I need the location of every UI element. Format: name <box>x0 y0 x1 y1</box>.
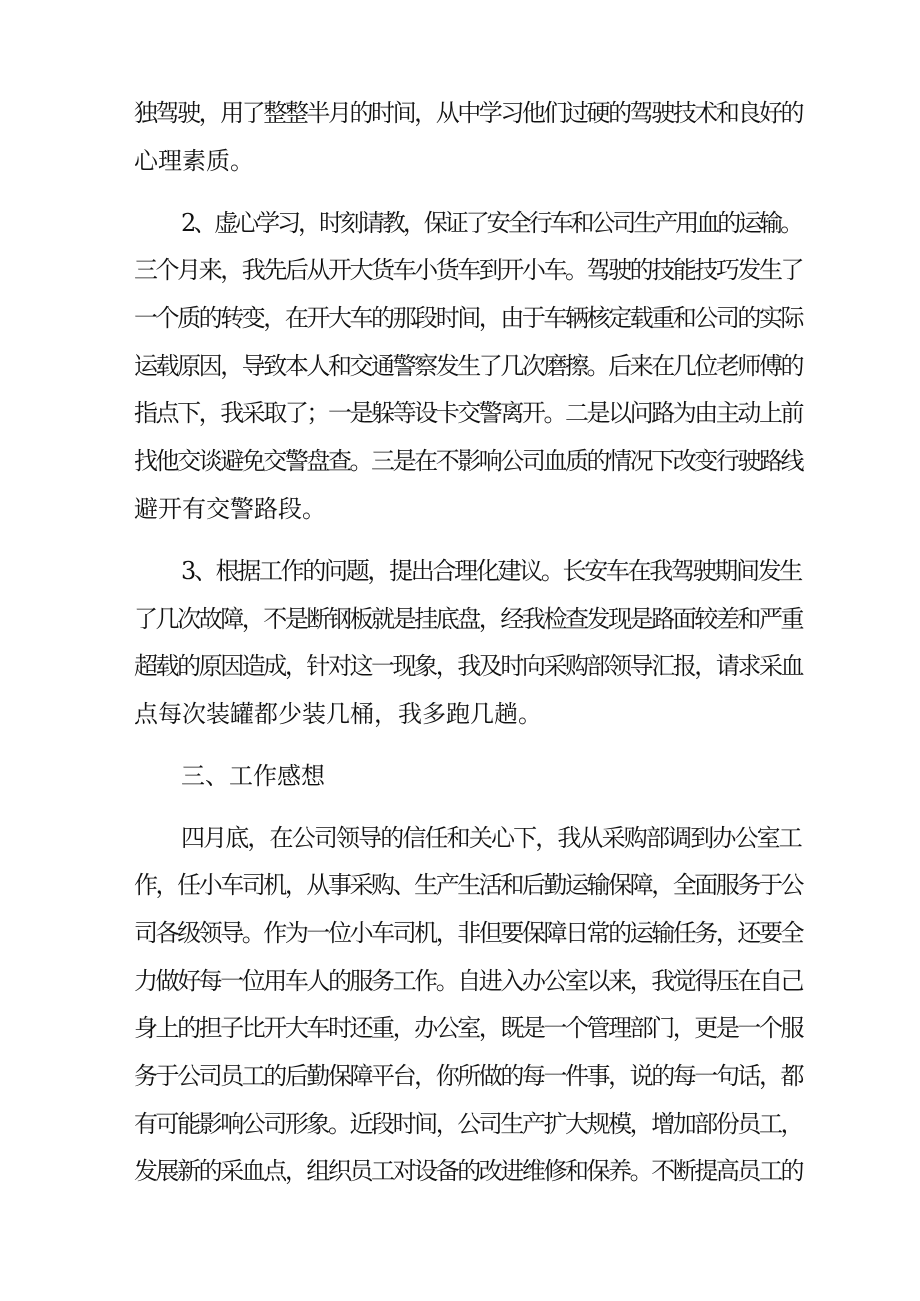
text-line: 超载的原因造成，针对这一现象，我及时向采购部领导汇报，请求采血 <box>134 652 803 680</box>
text-line: 务于公司员工的后勤保障平台，你所做的每一件事，说的每一句话，都 <box>134 1062 803 1090</box>
text-line: 有可能影响公司形象。近段时间，公司生产扩大规模，增加部份员工， <box>134 1110 803 1138</box>
text-line: 点每次装罐都少装几桶，我多跑几趟。 <box>134 700 542 728</box>
text-line: 力做好每一位用车人的服务工作。自进入办公室以来，我觉得压在自己 <box>134 967 803 995</box>
text-line: 身上的担子比开大车时还重，办公室，既是一个管理部门，更是一个服 <box>134 1014 803 1042</box>
text-line: 运载原因，导致本人和交通警察发生了几次磨擦。后来在几位老师傅的 <box>134 352 803 380</box>
text-line: 心理素质。 <box>134 147 254 175</box>
text-line: 2、虚心学习，时刻请教，保证了安全行车和公司生产用血的运输。 <box>181 209 802 237</box>
section-heading: 三、工作感想 <box>181 762 325 790</box>
text-line: 3、根据工作的问题，提出合理化建议。长安车在我驾驶期间发生 <box>181 557 801 585</box>
text-line: 独驾驶，用了整整半月的时间，从中学习他们过硬的驾驶技术和良好的 <box>134 99 803 127</box>
text-line: 作，任小车司机，从事采购、生产生活和后勤运输保障，全面服务于公 <box>134 871 803 899</box>
text-line: 三个月来，我先后从开大货车小货车到开小车。驾驶的技能技巧发生了 <box>134 256 803 284</box>
text-line: 一个质的转变，在开大车的那段时间，由于车辆核定载重和公司的实际 <box>134 304 803 332</box>
text-line: 发展新的采血点，组织员工对设备的改进维修和保养。不断提高员工的 <box>134 1157 803 1185</box>
text-line: 避开有交警路段。 <box>134 495 326 523</box>
text-line: 司各级领导。作为一位小车司机，非但要保障日常的运输任务，还要全 <box>134 919 803 947</box>
text-line: 了几次故障，不是断钢板就是挂底盘，经我检查发现是路面较差和严重 <box>134 605 803 633</box>
text-line: 指点下，我采取了；一是躲等设卡交警离开。二是以问路为由主动上前 <box>134 399 803 427</box>
text-line: 四月底，在公司领导的信任和关心下，我从采购部调到办公室工 <box>181 824 801 852</box>
text-line: 找他交谈避免交警盘查。三是在不影响公司血质的情况下改变行驶路线 <box>134 447 803 475</box>
